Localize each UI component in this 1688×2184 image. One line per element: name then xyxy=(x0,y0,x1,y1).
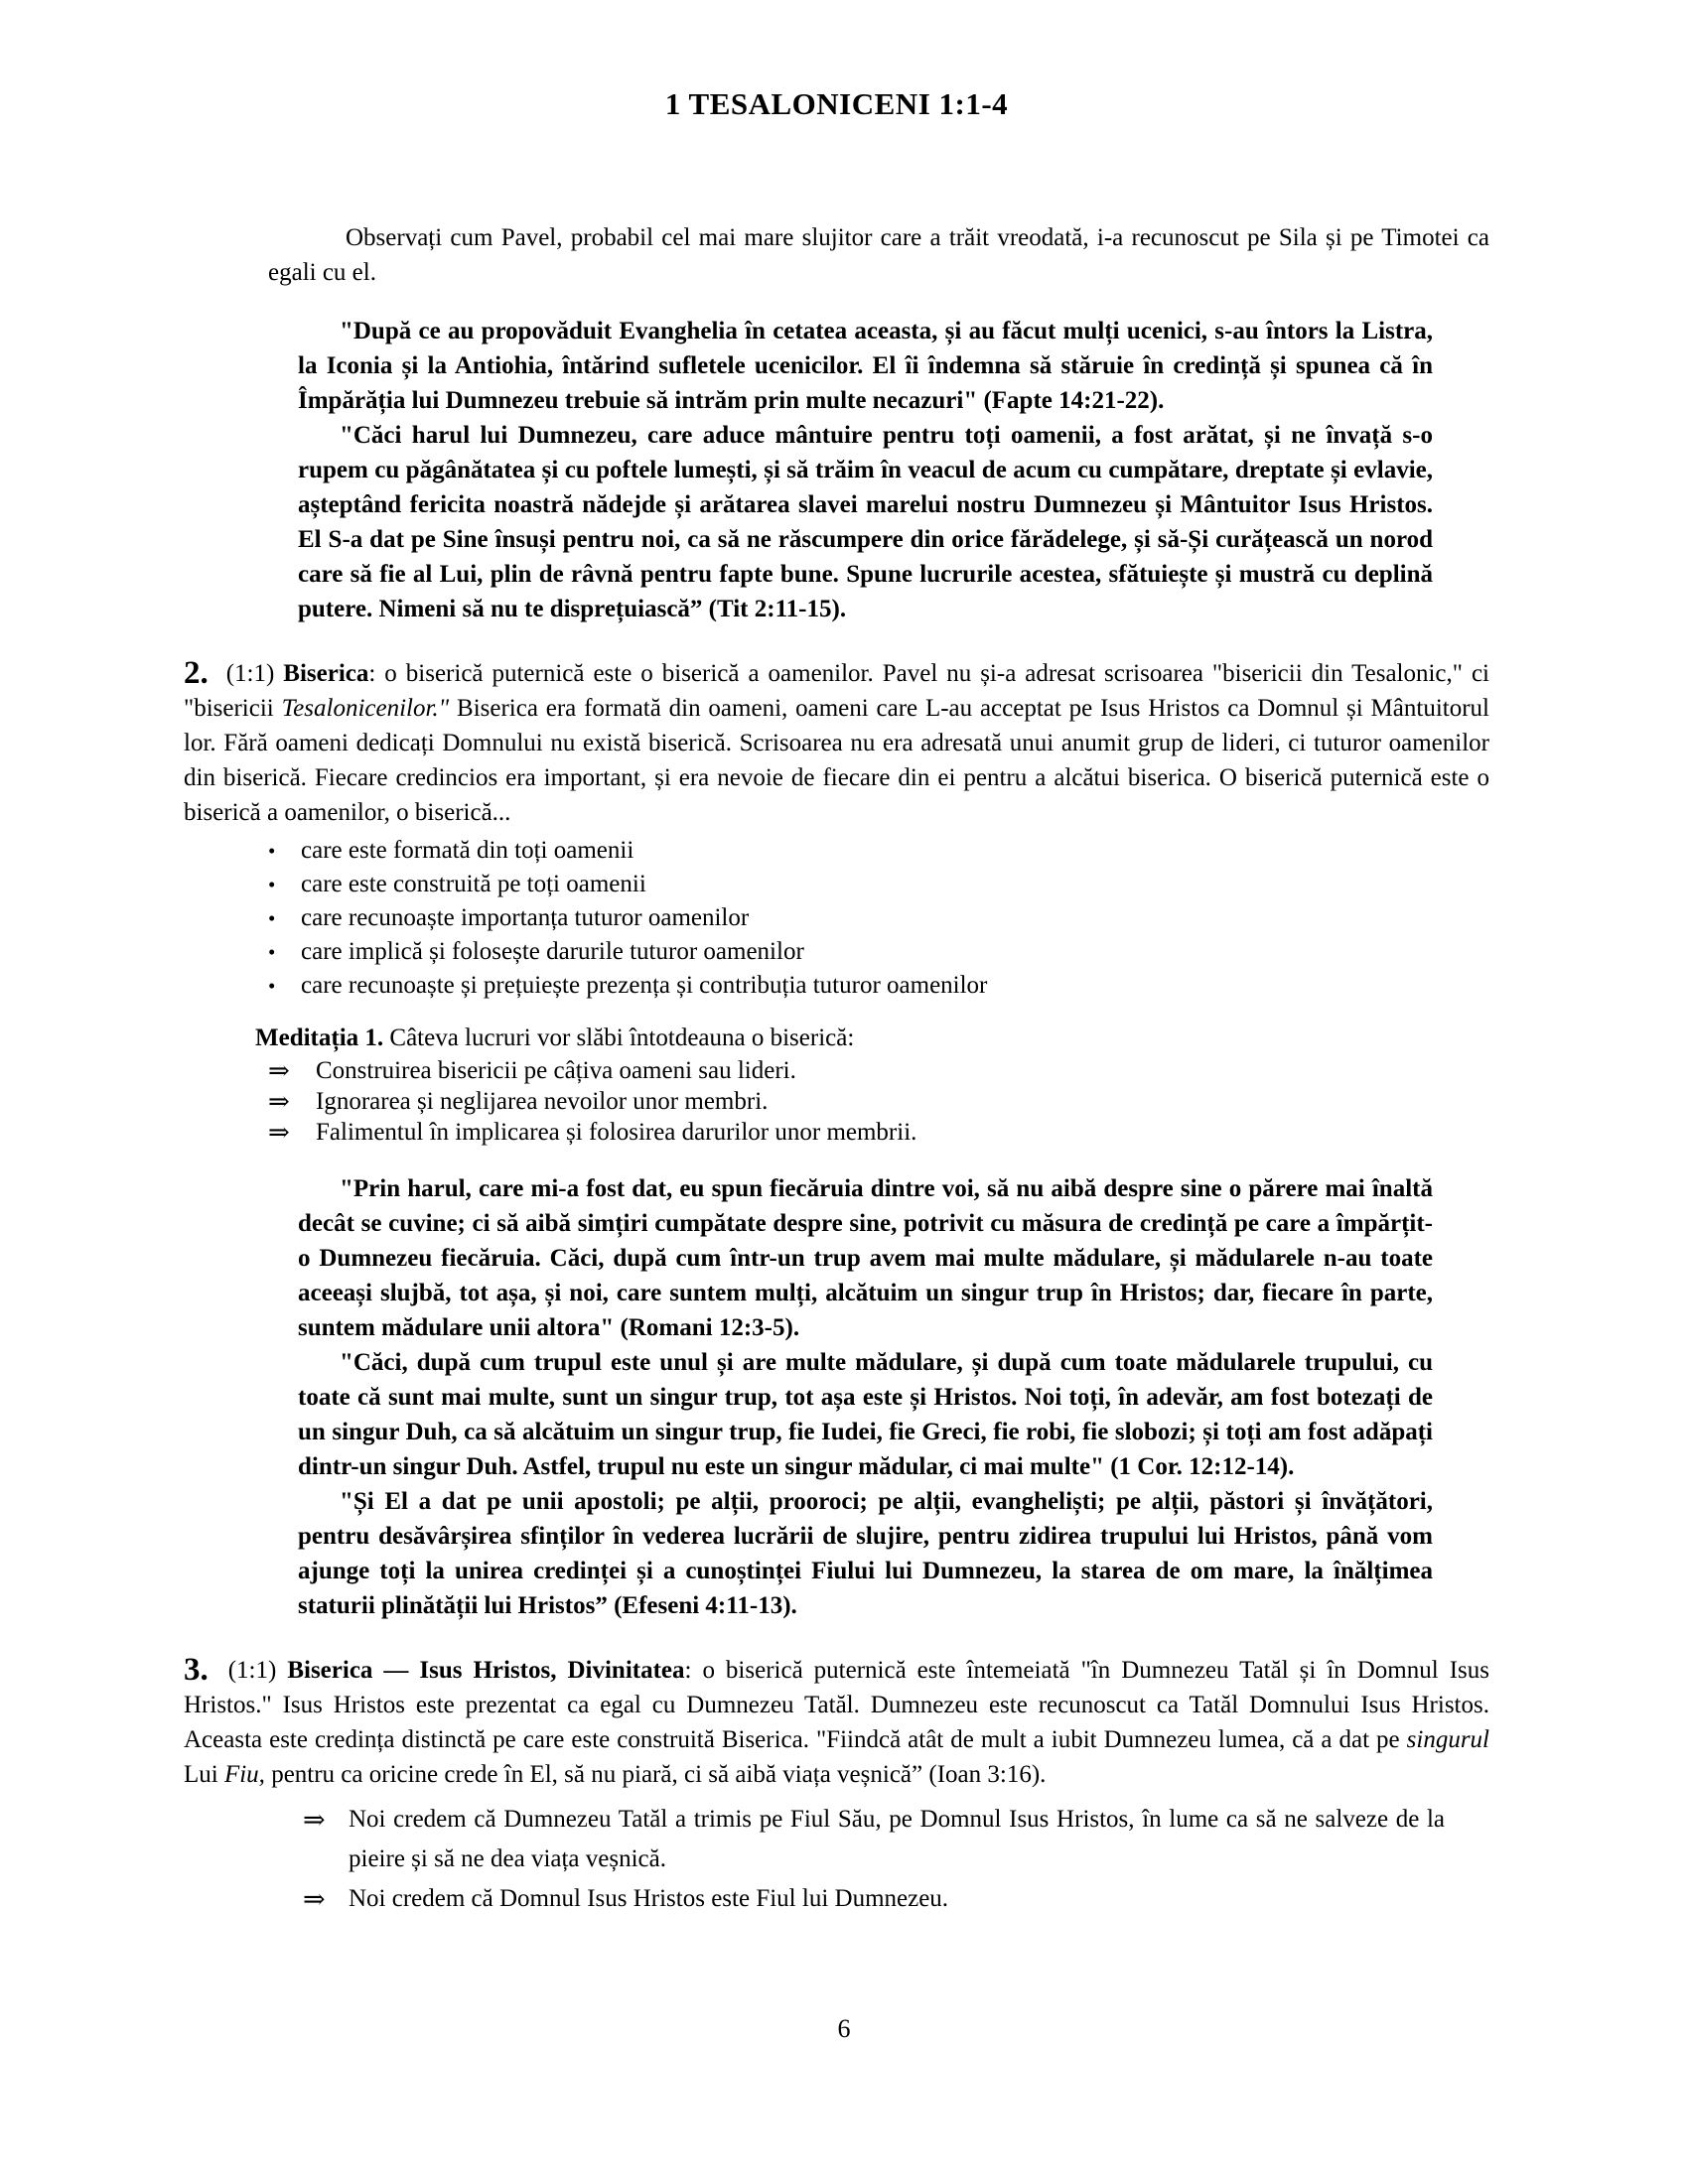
list-item xyxy=(268,1055,1489,1086)
list-item-text: Construirea bisericii pe câțiva oameni sau lideri. xyxy=(316,1057,796,1084)
section-2-paragraph xyxy=(184,656,1489,830)
bullet-icon: • xyxy=(268,940,276,964)
text-run-num: 3. xyxy=(184,1652,209,1688)
arrow-icon: ⇒ xyxy=(268,1087,290,1116)
page-number: 6 xyxy=(837,2014,851,2043)
text-run-normal: Biserica era formată din oameni, oameni care L-au acceptat pe Isus Hristos ca Domnul și Mântuitorul lor. Fără oameni dedicați Domnului nu există biserică. Scrisoarea nu era adresată unui anumit grup de lideri, ci tuturor oamenilor din biserică. Fiecare credincios era important, și era nevoie de fiecare din ei pentru a alcătui biserica. O biserică puternică este o biserică a oamenilor, o biserică... xyxy=(184,695,1489,826)
bullet-icon: • xyxy=(268,873,276,896)
text-run-normal: Lui xyxy=(184,1761,224,1788)
scripture-quote-efeseni: "Și El a dat pe unii apostoli; pe alții, prooroci; pe alții, evangheliști; pe alții, păstori și învățători, pentru desăvârșirea sfinților în vederea lucrării de slujire, pentru zidirea trupului lui Hristos, până vom ajunge toți la unirea credinței și a cunoștinței Fiului lui Dumnezeu, la starea de om mare, la înălțimea staturii plinătății lui Hristos” (Efeseni 4:11-13). xyxy=(298,1488,1433,1619)
text-run-italic: Tesalonicenilor." xyxy=(281,695,450,722)
text-run-normal: : o biserică puternică este întemeiată "în Dumnezeu Tatăl și în Domnul Isus Hristos." Isus Hristos este prezentat ca egal cu Dumnezeu Tatăl. Dumnezeu este recunoscut ca Tatăl Domnului Isus Hristos. Aceasta este credința distinctă pe care este construită Biserica. "Fiindcă atât de mult a iubit Dumnezeu lumea, că a dat pe xyxy=(184,1657,1489,1753)
text-run-italic: Fiu, xyxy=(223,1761,265,1788)
list-item-text: care este construită pe toți oamenii xyxy=(301,871,646,897)
section-3-paragraph xyxy=(184,1653,1489,1792)
arrow-icon: ⇒ xyxy=(303,1884,326,1914)
bullet-icon: • xyxy=(268,974,276,998)
text-run-bold: Biserica — Isus Hristos, Divinitatea xyxy=(287,1657,685,1684)
list-item xyxy=(303,1879,1445,1919)
scripture-quote-romani: "Prin harul, care mi-a fost dat, eu spun fiecăruia dintre voi, să nu aibă despre sine o părere mai înaltă decât se cuvine; ci să aibă simțiri cumpătate despre sine, potrivit cu măsura de credință pe care a împărțit-o Dumnezeu fiecăruia. Căci, după cum într-un trup avem mai multe mădulare, și mădularele n-au toate aceeași slujbă, tot așa, și noi, care suntem mulți, alcătuim un singur trup în Hristos; dar, fiecare în parte, suntem mădulare unii altora" (Romani 12:3-5). xyxy=(298,1175,1433,1341)
arrow-icon: ⇒ xyxy=(268,1056,290,1085)
church-qualities-list xyxy=(184,834,1489,1003)
list-item xyxy=(268,969,1489,1003)
list-item-text: care implică și folosește darurile tuturor oamenilor xyxy=(301,938,804,965)
list-item xyxy=(268,935,1489,969)
text-run-normal: Câteva lucruri vor slăbi întotdeauna o biserică: xyxy=(383,1024,855,1051)
list-item-text: care recunoaște și prețuiește prezența și contribuția tuturor oamenilor xyxy=(301,972,988,999)
page-title: 1 TESALONICENI 1:1-4 xyxy=(664,86,1009,121)
text-run-bold: Meditația 1. xyxy=(255,1024,384,1051)
list-item-text: Noi credem că Domnul Isus Hristos este Fiul lui Dumnezeu. xyxy=(349,1885,949,1912)
text-run-normal: (1:1) xyxy=(216,1657,288,1684)
text-run-normal: : o biserică puternică este o biserică a oamenilor. Pavel nu și-a adresat scrisoarea "bisericii din Tesalonic," ci "bisericii xyxy=(184,660,1489,722)
scripture-quote-corinteni: "Căci, după cum trupul este unul și are multe mădulare, și după cum toate mădularele trupului, cu toate că sunt mai multe, sunt un singur trup, tot așa este și Hristos. Noi toți, în adevăr, am fost botezați de un singur Duh, ca să alcătuim un singur trup, fie Iudei, fie Greci, fie robi, fie slobozi; și toți am fost adăpați dintr-un singur Duh. Astfel, trupul nu este un singur mădular, ci mai multe" (1 Cor. 12:12-14). xyxy=(298,1349,1433,1480)
text-run-normal: (1:1) xyxy=(216,660,284,687)
scripture-quote-tit: "Căci harul lui Dumnezeu, care aduce mântuire pentru toți oamenii, a fost arătat, și ne învață s-o rupem cu păgânătatea și cu poftele lumești, și să trăim în veacul de acum cu cumpătare, dreptate și evlavie, așteptând fericita noastră nădejde și arătarea slavei marelui nostru Dumnezeu și Mântuitor Isus Hristos. El S-a dat pe Sine însuși pentru noi, ca să ne răscumpere din orice fărădelege, și să-Și curățească un norod care să fie al Lui, plin de râvnă pentru fapte bune. Spune lucrurile acestea, sfătuiește și mustră cu deplină putere. Nimeni să nu te disprețuiască” (Tit 2:11-15). xyxy=(298,422,1433,622)
text-run-italic: singurul xyxy=(1406,1726,1489,1753)
arrow-icon: ⇒ xyxy=(268,1118,290,1147)
bullet-icon: • xyxy=(268,839,276,863)
text-run-bold: Biserica xyxy=(283,660,369,687)
text-run-num: 2. xyxy=(184,655,209,691)
list-item xyxy=(268,1117,1489,1148)
list-item-text: care este formată din toți oamenii xyxy=(301,837,634,864)
list-item xyxy=(303,1800,1445,1879)
meditation-heading xyxy=(255,1021,1489,1055)
list-item-text: Noi credem că Dumnezeu Tatăl a trimis pe Fiul Său, pe Domnul Isus Hristos, în lume ca să ne salveze de la pieire și să ne dea viața veșnică. xyxy=(349,1806,1445,1872)
scripture-quote-fapte: "După ce au propovăduit Evanghelia în cetatea aceasta, și au făcut mulți ucenici, s-au întors la Listra, la Iconia și la Antiohia, întărind sufletele ucenicilor. El îi îndemna să stăruie în credință și spunea că în Împărăția lui Dumnezeu trebuie să intrăm prin multe necazuri" (Fapte 14:21-22). xyxy=(298,318,1433,414)
list-item xyxy=(268,834,1489,868)
list-item xyxy=(268,1086,1489,1117)
meditation-points-list xyxy=(255,1055,1489,1148)
scripture-quote-block-top xyxy=(298,314,1433,626)
meditation-block xyxy=(255,1021,1489,1148)
intro-paragraph: Observați cum Pavel, probabil cel mai mare slujitor care a trăit vreodată, i-a recunoscut pe Sila și pe Timotei ca egali cu el. xyxy=(268,224,1489,286)
list-item-text: care recunoaște importanța tuturor oamenilor xyxy=(301,904,750,931)
list-item xyxy=(268,901,1489,935)
arrow-icon: ⇒ xyxy=(303,1805,326,1835)
list-item-text: Ignorarea și neglijarea nevoilor unor membri. xyxy=(316,1088,769,1115)
belief-statements-list xyxy=(303,1800,1445,1919)
text-run-normal: pentru ca oricine crede în El, să nu piară, ci să aibă viața veșnică” (Ioan 3:16). xyxy=(264,1761,1047,1788)
scripture-quote-block-middle xyxy=(298,1171,1433,1623)
bullet-icon: • xyxy=(268,906,276,930)
list-item-text: Falimentul în implicarea și folosirea darurilor unor membrii. xyxy=(316,1119,917,1146)
list-item xyxy=(268,868,1489,901)
